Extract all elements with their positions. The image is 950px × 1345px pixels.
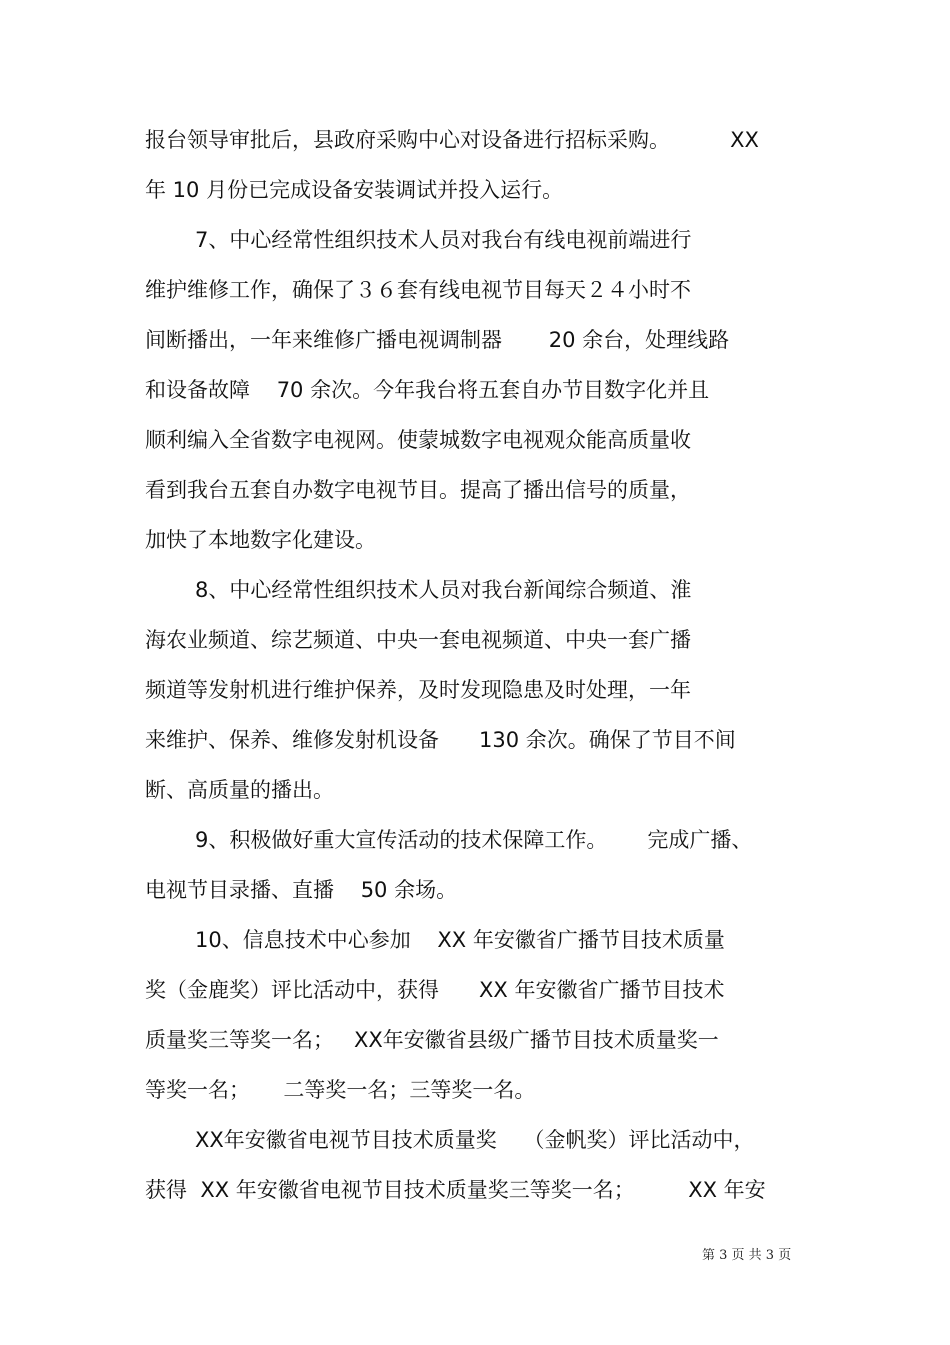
text-line-9: 加快了本地数字化建设。 [145, 528, 376, 552]
text-line-20: 等奖一名； 二等奖一名；三等奖一名。 [145, 1078, 536, 1102]
text-line-11: 海农业频道、综艺频道、中央一套电视频道、中央一套广播 [145, 628, 691, 652]
text-line-4: 维护维修工作，确保了３６套有线电视节目每天２４小时不 [145, 278, 691, 302]
text-line-18: 奖（金鹿奖）评比活动中，获得 XX 年安徽省广播节目技术 [145, 978, 725, 1002]
text-line-17: 10、信息技术中心参加 XX 年安徽省广播节目技术质量 [195, 928, 725, 952]
text-line-16: 电视节目录播、直播 50 余场。 [145, 878, 458, 902]
text-line-8: 看到我台五套自办数字电视节目。提高了播出信号的质量， [145, 478, 691, 502]
text-line-2: 年 10 月份已完成设备安装调试并投入运行。 [145, 178, 564, 202]
text-line-21: XX年安徽省电视节目技术质量奖 （金帆奖）评比活动中， [195, 1128, 755, 1152]
text-line-12: 频道等发射机进行维护保养，及时发现隐患及时处理，一年 [145, 678, 691, 702]
text-line-7: 顺利编入全省数字电视网。使蒙城数字电视观众能高质量收 [145, 428, 691, 452]
text-line-5: 间断播出，一年来维修广播电视调制器 20 余台，处理线路 [145, 328, 730, 352]
text-line-15: 9、积极做好重大宣传活动的技术保障工作。 完成广播、 [195, 828, 753, 852]
text-line-10: 8、中心经常性组织技术人员对我台新闻综合频道、淮 [195, 578, 692, 602]
text-line-13: 来维护、保养、维修发射机设备 130 余次。确保了节目不间 [145, 728, 736, 752]
text-line-19: 质量奖三等奖一名； XX年安徽省县级广播节目技术质量奖一 [145, 1028, 719, 1052]
page-number-footer: 第 3 页 共 3 页 [702, 1248, 792, 1263]
text-line-1: 报台领导审批后，县政府采购中心对设备进行招标采购。 XX [145, 128, 759, 152]
text-line-3: 7、中心经常性组织技术人员对我台有线电视前端进行 [195, 228, 692, 252]
text-line-22: 获得 XX 年安徽省电视节目技术质量奖三等奖一名； XX 年安 [145, 1178, 766, 1202]
text-line-6: 和设备故障 70 余次。今年我台将五套自办节目数字化并且 [145, 378, 710, 402]
text-line-14: 断、高质量的播出。 [145, 778, 334, 802]
